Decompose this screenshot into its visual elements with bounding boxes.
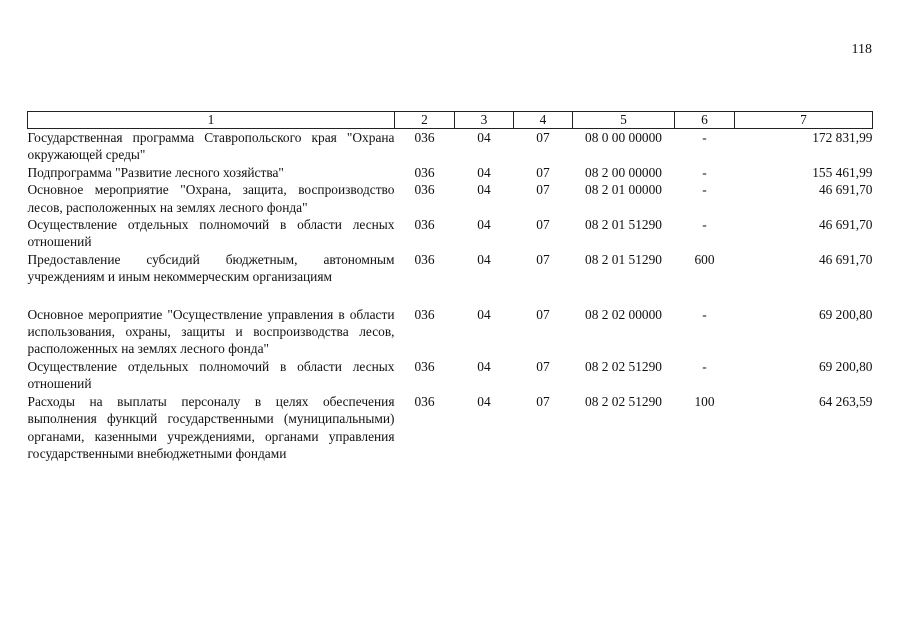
- row-section: 04: [477, 182, 491, 198]
- row-section: 04: [477, 217, 491, 233]
- row-expense-type: -: [702, 164, 707, 180]
- row-target: 08 2 00 00000: [585, 164, 662, 180]
- row-name: Осуществление отдельных полномочий в области лесных отношений: [27, 217, 395, 250]
- row-name: Расходы на выплаты персоналу в целях обеспечения выполнения функций государственными (муниципальными) органами, казенными учреждениями, органами управления государственными внебюджетными фондами: [27, 393, 395, 461]
- row-section: 04: [477, 393, 491, 409]
- row-name: Основное мероприятие "Осуществление управления в области использования, охраны, защиты и воспроизводства лесов, расположенных на землях лесного фонда": [27, 306, 395, 357]
- row-target: 08 2 02 00000: [585, 306, 662, 322]
- row-subsection: 07: [536, 130, 550, 145]
- row-expense-type: -: [702, 130, 707, 145]
- row-target: 08 2 01 00000: [585, 182, 662, 198]
- table-header-row: [28, 112, 873, 129]
- header-col-6: 6: [675, 112, 735, 129]
- row-amount: 64 263,59: [818, 393, 873, 409]
- row-amount: 172 831,99: [812, 130, 873, 145]
- row-name: Основное мероприятие "Охрана, защита, воспроизводство лесов, расположенных на землях лесного фонда": [27, 182, 395, 215]
- table-row: [28, 164, 873, 181]
- row-amount: 46 691,70: [818, 217, 873, 233]
- row-amount: 46 691,70: [818, 251, 873, 267]
- row-expense-type: -: [702, 217, 707, 233]
- row-target: 08 2 01 51290: [585, 251, 662, 267]
- budget-table: [27, 111, 873, 462]
- row-subsection: 07: [536, 358, 550, 374]
- row-amount: 155 461,99: [812, 164, 873, 180]
- row-expense-type: -: [702, 306, 707, 322]
- header-col-1: 1: [28, 112, 395, 129]
- row-ministry: 036: [414, 306, 435, 322]
- row-ministry: 036: [414, 130, 435, 145]
- table-row: [28, 251, 873, 286]
- row-subsection: 07: [536, 217, 550, 233]
- table-row: [28, 181, 873, 216]
- row-name: Государственная программа Ставропольского края "Охрана окружающей среды": [27, 130, 395, 163]
- row-name: Осуществление отдельных полномочий в области лесных отношений: [27, 358, 395, 392]
- row-target: 08 2 02 51290: [585, 393, 662, 409]
- table-row: [28, 286, 873, 358]
- row-amount: 69 200,80: [818, 358, 873, 374]
- row-ministry: 036: [414, 217, 435, 233]
- table-row: [28, 358, 873, 393]
- row-section: 04: [477, 306, 491, 322]
- row-subsection: 07: [536, 164, 550, 180]
- row-expense-type: -: [702, 182, 707, 198]
- row-ministry: 036: [414, 182, 435, 198]
- row-ministry: 036: [414, 251, 435, 267]
- row-target: 08 2 02 51290: [585, 358, 662, 374]
- row-ministry: 036: [414, 393, 435, 409]
- page-number: 118: [851, 42, 872, 57]
- header-col-3: 3: [455, 112, 514, 129]
- row-name: Предоставление субсидий бюджетным, автономным учреждениям и иным некоммерческим организациям: [27, 251, 395, 285]
- row-ministry: 036: [414, 358, 435, 374]
- row-section: 04: [477, 358, 491, 374]
- row-section: 04: [477, 251, 491, 267]
- header-col-5: 5: [573, 112, 675, 129]
- row-section: 04: [477, 130, 491, 145]
- row-amount: 69 200,80: [818, 306, 873, 322]
- row-subsection: 07: [536, 182, 550, 198]
- row-expense-type: 100: [694, 393, 715, 409]
- row-name: Подпрограмма "Развитие лесного хозяйства": [27, 164, 284, 180]
- table-row: [28, 129, 873, 164]
- row-subsection: 07: [536, 306, 550, 322]
- header-col-7: 7: [735, 112, 873, 129]
- row-amount: 46 691,70: [818, 182, 873, 198]
- row-target: 08 2 01 51290: [585, 217, 662, 233]
- row-section: 04: [477, 164, 491, 180]
- row-expense-type: 600: [694, 251, 715, 267]
- row-subsection: 07: [536, 393, 550, 409]
- row-expense-type: -: [702, 358, 707, 374]
- row-ministry: 036: [414, 164, 435, 180]
- row-target: 08 0 00 00000: [585, 130, 662, 145]
- table-row: [28, 216, 873, 251]
- header-col-4: 4: [514, 112, 573, 129]
- header-col-2: 2: [395, 112, 455, 129]
- table-row: [28, 393, 873, 463]
- row-subsection: 07: [536, 251, 550, 267]
